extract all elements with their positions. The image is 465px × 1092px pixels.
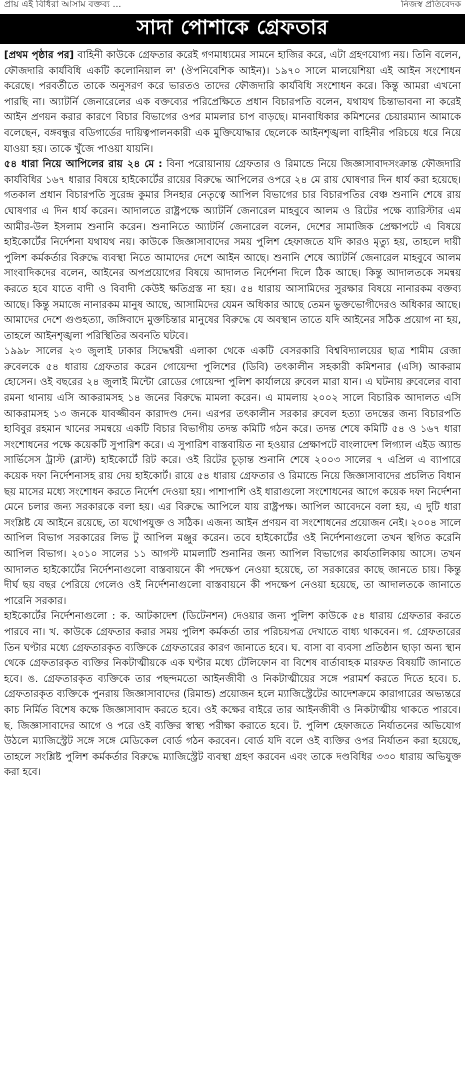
- jump-label: [প্রথম পৃষ্ঠার পর]: [4, 50, 74, 61]
- article-body: [4, 48, 461, 1090]
- article-paragraph-verdict: [4, 157, 461, 344]
- article-paragraph-directives: হাইকোর্টের নির্দেশনাগুলো : ক. আটকাদেশ (ডিটেনশন) দেওয়ার জন্য পুলিশ কাউকে ৫৪ ধারায় গ্রেফতার করতে পারবে না। খ. কাউকে গ্রেফতার করার সময় পুলিশ কর্মকর্তা তার পরিচয়পত্র দেখাতে বাধ্য থাকবেন। গ. গ্রেফতারের তিন ঘণ্টার মধ্যে গ্রেফতারকৃত ব্যক্তিকে গ্রেফতারের কারণ জানাতে হবে। ঘ. বাসা বা ব্যবসা প্রতিষ্ঠান ছাড়া অন্য স্থান থেকে গ্রেফতারকৃত ব্যক্তির নিকটাত্মীয়কে এক ঘণ্টার মধ্যে টেলিফোন বা বিশেষ বার্তাবাহক মারফত বিষয়টি জানাতে হবে। ঙ. গ্রেফতারকৃত ব্যক্তিকে তার পছন্দমতো আইনজীবী ও নিকটাত্মীয়ের সঙ্গে পরামর্শ করতে দিতে হবে। চ. গ্রেফতারকৃত ব্যক্তিকে পুনরায় জিজ্ঞাসাবাদের (রিমান্ড) প্রয়োজন হলে ম্যাজিস্ট্রেটের আদেশক্রমে কারাগারের অভ্যন্তরে কাচ নির্মিত বিশেষ কক্ষে জিজ্ঞাসাবাদ করতে হবে। ওই কক্ষের বাইরে তার আইনজীবী ও নিকটাত্মীয় থাকতে পারবে। ছ. জিজ্ঞাসাবাদের আগে ও পরে ওই ব্যক্তির স্বাস্থ্য পরীক্ষা করাতে হবে। ট. পুলিশ হেফাজতে নির্যাতনের অভিযোগ উঠলে ম্যাজিস্ট্রেট সঙ্গে সঙ্গে মেডিকেল বোর্ড গঠন করবেন। বোর্ড যদি বলে ওই ব্যক্তির ওপর নির্যাতন করা হয়েছে, তাহলে সংশ্লিষ্ট পুলিশ কর্মকর্তার বিরুদ্ধে ম্যাজিস্ট্রেট ব্যবস্থা গ্রহণ করবেন এবং তাকে দণ্ডবিধির ৩৩০ ধারায় অভিযুক্ত করা হবে।: [4, 611, 461, 779]
- verdict-text: বিনা পরোয়ানায় গ্রেফতার ও রিমান্ডে নিয়ে জিজ্ঞাসাবাদসংক্রান্ত ফৌজদারি কার্যবিধির ১৬৭ ধারার বিষয়ে হাইকোর্টের রায়ের বিরুদ্ধে আপিলের ওপরে ২৪ মে রায় ঘোষণার দিন ধার্য করা হয়েছে। গতকাল প্রধান বিচারপতি সুরেন্দ্র কুমার সিনহার নেতৃত্বে আপিল বিভাগের চার বিচারপতির বেঞ্চ শুনানি শেষে রায় ঘোষণার এ দিন ধার্য করেন। আদালতে রাষ্ট্রপক্ষে অ্যাটর্নি জেনারেল মাহবুবে আলম ও রিটের পক্ষে ব্যারিস্টার এম আমীর-উল ইসলাম শুনানি করেন। শুনানিতে অ্যাটর্নি জেনারেল বলেন, দেশের সামাজিক প্রেক্ষাপটে এ বিষয়ে হাইকোর্টের নির্দেশনা যথাযথ নয়। কাউকে জিজ্ঞাসাবাদের সময় পুলিশ হেফাজতে যদি কারও মৃত্যু হয়, তাহলে দায়ী পুলিশ কর্মকর্তার বিরুদ্ধে ব্যবস্থা নিতে আমাদের দেশে আইন আছে। শুনানি শেষে অ্যাটর্নি জেনারেল মাহবুবে আলম সাংবাদিকদের বলেন, আইনের অপপ্রয়োগের বিষয়ে আদালত নির্দেশনা দিলে ঠিক আছে। কিন্তু আদালতকে সমন্বয় করতে হবে যাতে বাদী ও বিবাদী কেউই ক্ষতিগ্রস্ত না হয়। ৫৪ ধারায় আসামিদের সুরক্ষার বিষয়ে নানারকম বক্তব্য আছে। কিন্তু সমাজে নানারকম মানুষ আছে, আসামিদের যেমন অধিকার আছে তেমন ভুক্তভোগীদেরও অধিকার আছে। আমাদের দেশে গুণ্ডহত্যা, জঙ্গিবাদে মুক্তচিন্তার মানুষের বিরুদ্ধে যে অবস্থান তাতে যদি আইনের সঠিক প্রয়োগ না হয়, তাহলে আইনশৃঙ্খলা পরিস্থিতির অবনতি ঘটবে।: [4, 159, 461, 342]
- article-paragraph-history: ১৯৯৮ সালের ২৩ জুলাই ঢাকার সিদ্ধেশ্বরী এলাকা থেকে একটি বেসরকারি বিশ্ববিদ্যালয়ের ছাত্র শামীম রেজা রুবেলকে ৫৪ ধারায় গ্রেফতার করেন গোয়েন্দা পুলিশের (ডিবি) তৎকালীন সহকারী কমিশনার (এসি) আকরাম হোসেন। ওই বছরের ২৪ জুলাই মিন্টো রোডের গোয়েন্দা পুলিশ কার্যালয়ে রুবেল মারা যান। এ ঘটনায় রুবেলের বাবা রমনা থানায় এসি আকরামসহ ১৪ জনের বিরুদ্ধে মামলা করেন। এ মামলায় ২০০২ সালে বিচারিক আদালত এসি আকরামসহ ১৩ জনকে যাবজ্জীবন কারাদণ্ড দেন। এরপর তৎকালীন সরকার রুবেল হত্যা তদন্তের জন্য বিচারপতি হাবিবুর রহমান খানের সমন্বয়ে একটি বিচার বিভাগীয় তদন্ত কমিটি গঠন করে। তদন্ত শেষে কমিটি ৫৪ ও ১৬৭ ধারা সংশোধনের পক্ষে কয়েকটি সুপারিশ করে। এ সুপারিশ বাস্তবায়িত না হওয়ার প্রেক্ষাপটে বাংলাদেশ লিগ্যাল এইড অ্যান্ড সার্ভিসেস ট্রাস্ট (ব্লাস্ট) হাইকোর্টে রিট করে। ওই রিটের চূড়ান্ত শুনানি শেষে ২০০৩ সালের ৭ এপ্রিল এ ব্যাপারে কয়েক দফা নির্দেশনাসহ রায় দেয় হাইকোর্ট। রায়ে ৫৪ ধারায় গ্রেফতার ও রিমান্ডে নিয়ে জিজ্ঞাসাবাদের প্রচলিত বিধান ছয় মাসের মধ্যে সংশোধন করতে নির্দেশ দেওয়া হয়। পাশাপাশি ওই ধারাগুলো সংশোধনের আগে কয়েক দফা নির্দেশনা মেনে চলার জন্য সরকারকে বলা হয়। এর বিরুদ্ধে আপিলে যায় রাষ্ট্রপক্ষ। আপিল আবেদনে বলা হয়, এ দুটি ধারা সংশ্লিষ্ট যে আইনে রয়েছে, তা যথোপযুক্ত ও সঠিক। এজন্য আইন প্রণয়ন বা সংশোধনের প্রয়োজন নেই। ২০০৪ সালে আপিল বিভাগ সরকারের লিভ টু আপিল মঞ্জুর করেন। তবে হাইকোর্টের ওই নির্দেশনাগুলো তখন স্থগিত করেনি আপিল বিভাগ। ২০১০ সালের ১১ আগস্ট মামলাটি শুনানির জন্য আপিল বিভাগের কার্যতালিকায় আসে। তখন আদালত হাইকোর্টের নির্দেশনাগুলো বাস্তবায়নে কী পদক্ষেপ নেওয়া হয়েছে, তা সরকারের কাছে জানতে চায়। কিন্তু দীর্ঘ ছয় বছর পেরিয়ে গেলেও ওই নির্দেশনাগুলো বাস্তবায়নে কী পদক্ষেপ নেওয়া হয়েছে, তা আদালতকে জানাতে পারেনি সরকার।: [4, 346, 461, 607]
- subheading: ৫৪ ধারা নিয়ে আপিলের রায় ২৪ মে :: [4, 159, 163, 171]
- top-strip-right-text: নিজস্ব প্রতিবেদক: [400, 0, 461, 10]
- article-paragraph-intro: [4, 48, 461, 157]
- headline-bar: [0, 14, 465, 44]
- top-strip-left-text: প্রায় এই বিধিরা আসাম বক্তব্য ...: [4, 0, 122, 10]
- intro-text: বাহিনী কাউকে গ্রেফতার করেই গণমাধ্যমের সামনে হাজির করে, এটা গ্রহণযোগ্য নয়। তিনি বলেন, ফৌজদারি কার্যবিধি একটি কলোনিয়াল ল' (ঔপনিবেশিক আইন)। ১৯৭০ সালে মালয়েশিয়া এই আইন সংশোধন করেছে। পরবর্তীতে তাকে অনুসরণ করে ভারতও তাদের ফৌজদারি কার্যবিধি সংশোধন করে। কিন্তু আমরা এখনো পারছি না। অ্যাটর্নি জেনারেলের এক বক্তব্যের পরিপ্রেক্ষিতে প্রধান বিচারপতি বলেন, যথাযথ চিন্তাভাবনা না করেই আইন প্রণয়ন করার কারণে বিচার বিভাগের ওপর মামলার চাপ বাড়ছে। মানবাধিকার কমিশনের চেয়ারম্যান আমাকে বলেছেন, বঙ্গবন্ধুর বডিগার্ডের দায়িত্বপালনকারী এক মুক্তিযোদ্ধার ছেলেকে আইনশৃঙ্খলা বাহিনীর পরিচয়ে ধরে নিয়ে যাওয়া হয়। তাকে খুঁজে পাওয়া যায়নি।: [4, 50, 461, 155]
- headline: সাদা পোশাকে গ্রেফতার: [136, 14, 329, 39]
